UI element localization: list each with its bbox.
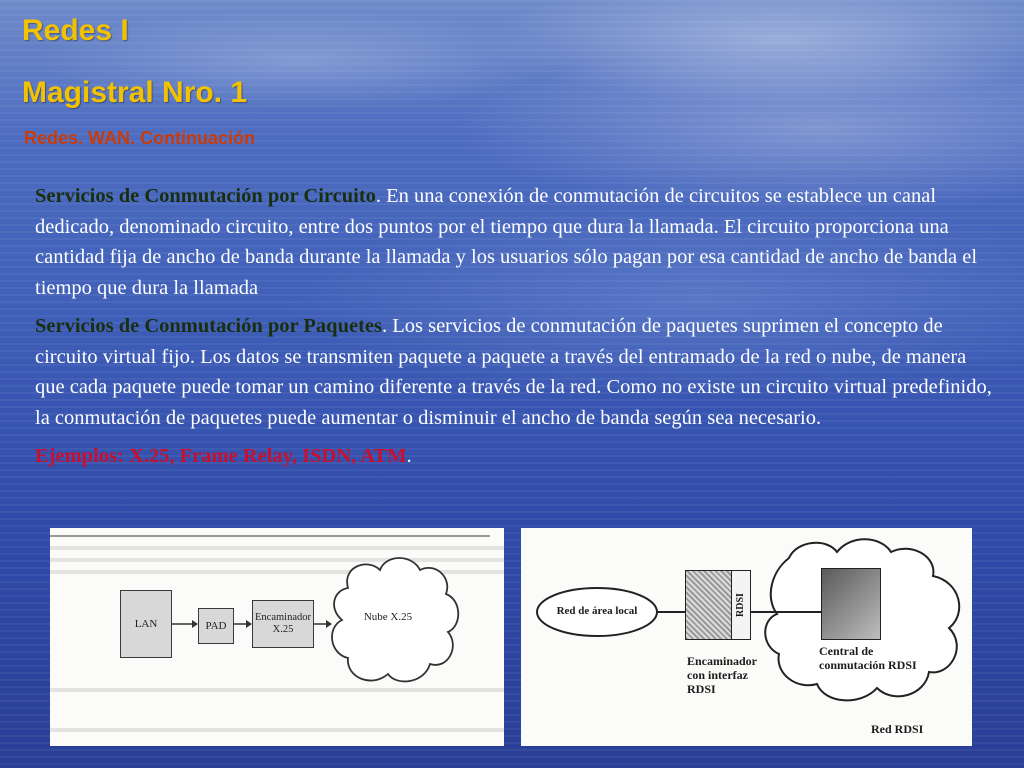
rdsi-lan-label: Red de área local: [556, 605, 638, 617]
slide-title: Redes I: [22, 14, 129, 47]
paragraph-lead: Servicios de Conmutación por Circuito: [35, 185, 376, 207]
rdsi-central-box: [821, 568, 881, 640]
rdsi-interface-label: RDSI: [735, 593, 746, 617]
slide-subtitle: Magistral Nro. 1: [22, 76, 248, 109]
examples-suffix: .: [406, 445, 412, 467]
x25-cloud-label: Nube X.25: [363, 611, 413, 623]
pad-box: PAD: [198, 608, 234, 644]
rdsi-network-label: Red RDSI: [871, 722, 924, 736]
rdsi-router-label: Encaminador con interfaz RDSI: [687, 654, 757, 696]
examples-line: [35, 441, 995, 472]
paragraph-lead: Servicios de Conmutación por Paquetes: [35, 315, 382, 337]
rdsi-router-box: [685, 570, 733, 640]
section-heading: Redes. WAN. Continuación: [24, 128, 256, 148]
slide-body: [35, 181, 995, 480]
rdsi-central-label: Central de conmutación RDSI: [819, 644, 917, 672]
rdsi-interface-box: [731, 570, 751, 640]
rdsi-diagram: [521, 528, 972, 746]
paragraph-circuit: [35, 181, 995, 303]
paragraph-text: . Los servicios de conmutación de paquetes suprimen el concepto de circuito virtual fijo. Los datos se transmiten paquete a paquete a través del entramado de la red o nube, de manera que cada paquete puede tomar un camino diferente a través de la red. Como no existe un circuito virtual predefinido, la conmutación de paquetes puede aumentar o disminuir el ancho de banda según sea necesario.: [35, 315, 992, 429]
x25-diagram: [50, 528, 504, 746]
examples-label: Ejemplos: X.25, Frame Relay, ISDN, ATM: [35, 445, 407, 467]
lan-box: LAN: [120, 590, 172, 658]
paragraph-packet: [35, 311, 995, 433]
x25-router-box: Encaminador X.25: [252, 600, 314, 648]
paragraph-text: . En una conexión de conmutación de circuitos se establece un canal dedicado, denominado circuito, entre dos puntos por el tiempo que dura la llamada. El circuito proporciona una cantidad fija de ancho de banda durante la llamada y los usuarios sólo pagan por esa cantidad de ancho de banda el tiempo que dura la llamada: [35, 185, 978, 299]
